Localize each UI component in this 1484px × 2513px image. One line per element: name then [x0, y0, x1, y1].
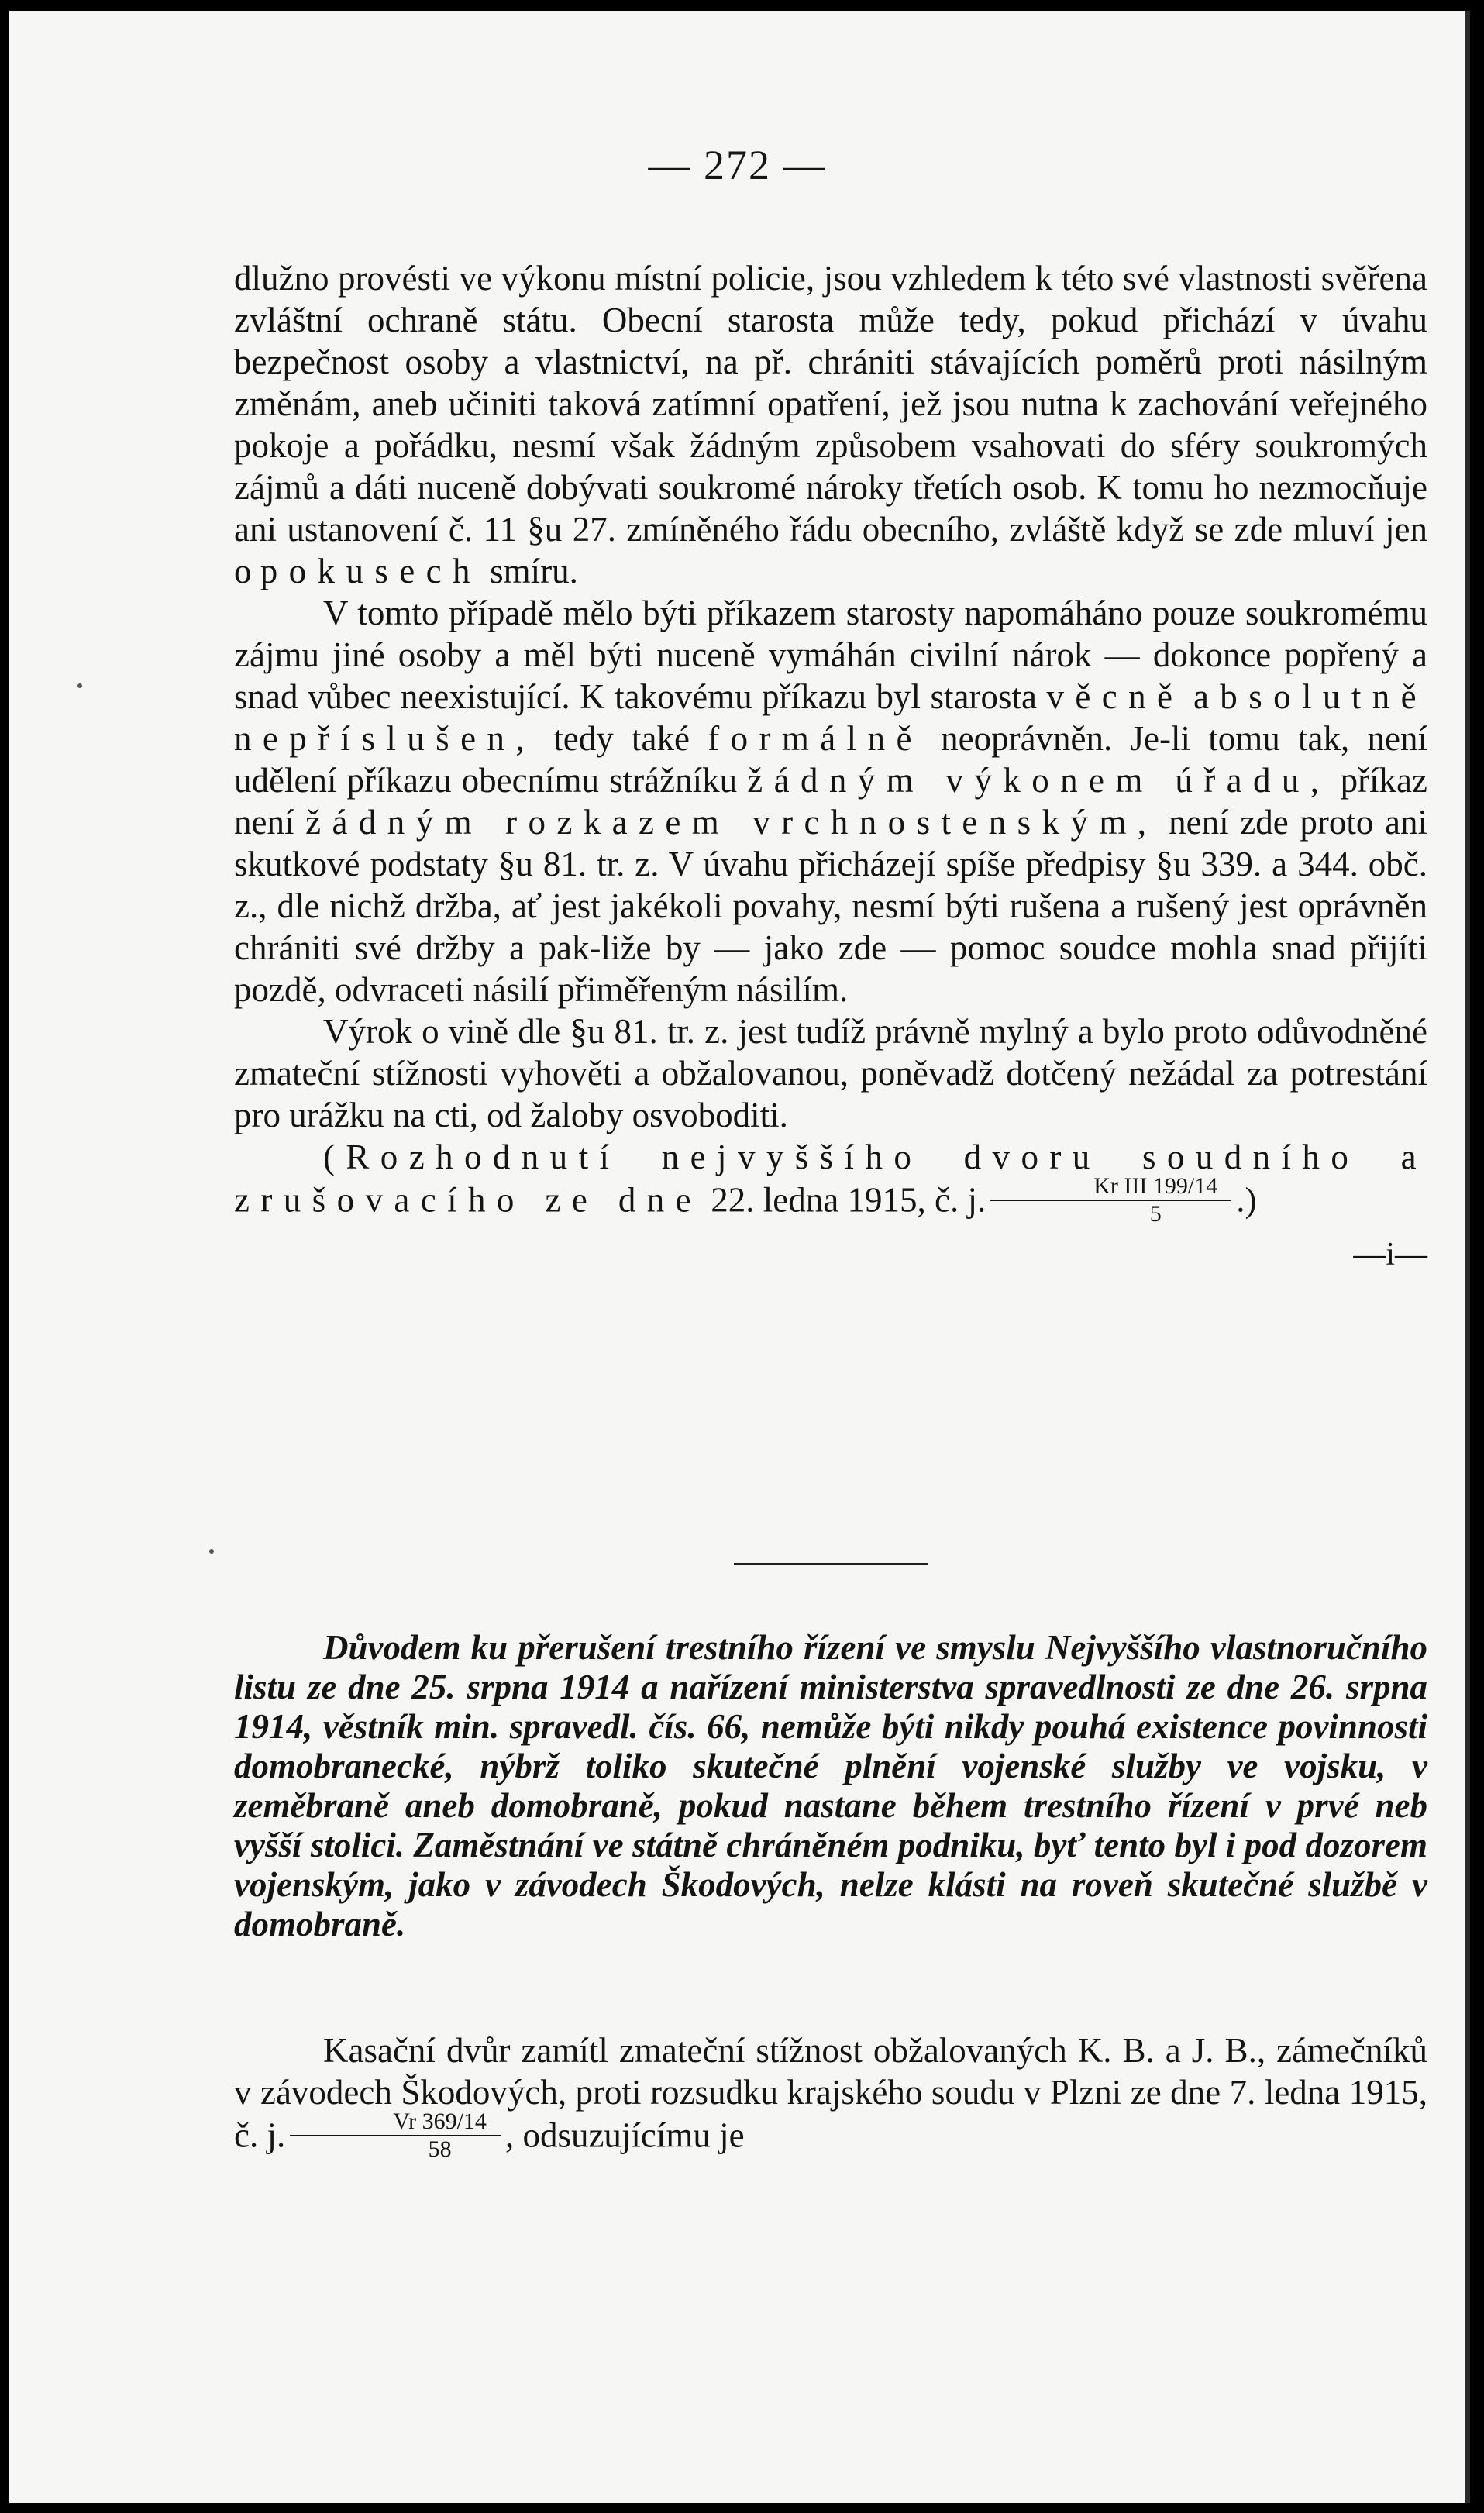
case-number-fraction [290, 2110, 501, 2161]
text: V tomto případě mělo býti příkazem starosty napomáháno pouze soukromému zájmu jiné osoby a měl býti nuceně vymáhán civilní nárok — dokonce popřený a snad vůbec neexistující. K takovému příkazu byl starosta [234, 594, 1427, 716]
headnote-block [234, 1628, 1427, 1944]
text: příkaz není [234, 761, 1427, 842]
paragraph: Výrok o vině dle §u 81. tr. z. jest tudíž právně mylný a bylo proto odůvodněné zmateční stížnosti vyhověti a obžalovanou, poněvadž dotčený nežádal za potrestání pro urážku na cti, od žaloby osvoboditi. [234, 1012, 1427, 1134]
text: není zde proto ani skutkové podstaty §u 81. tr. z. V úvahu přicházejí spíše předpisy §u 339. a 344. obč. z., dle nichž držba, ať jest jakékoli povahy, nesmí býti rušena a rušený jest oprávněn chrániti své držby a pak-liže by — jako zde — pomoc soudce mohla snad přijíti pozdě, odvraceti násilí přiměřeným násilím. [234, 803, 1427, 1009]
text: , odsuzujícímu je [504, 2115, 745, 2155]
text: dlužno provésti ve výkonu místní policie, jsou vzhledem k této své vlastnosti svěřena zvláštní ochraně státu. Obecní starosta může tedy, pokud přichází v úvahu bezpečnost osoby a vlastnictví, na př. chrániti stávajících poměrů proti násilným změnám, aneb učiniti taková zatímní opatření, jež jsou nutna k zachování veřejného pokoje a pořádku, nesmí však žádným způsobem vsahovati do sféry soukromých zájmů a dáti nuceně dobývati soukromé nároky třetích osob. K tomu ho nezmocňuje ani ustanovení č. 11 §u 27. zmíněného řádu obecního, zvláště když se zde mluví jen o [234, 259, 1427, 590]
text: Kasační dvůr zamítl zmateční stížnost obžalovaných K. B. a J. B., zámečníků v závodech Škodových, proti rozsudku krajského soudu v Plzni ze dne 7. ledna 1915, č. j. [234, 2031, 1427, 2155]
spaced-text: nepříslušen, [234, 719, 536, 758]
text: smíru. [490, 552, 578, 590]
fraction-denominator: 5 [1149, 1201, 1162, 1227]
spaced-text: pokusech [260, 552, 481, 590]
section-divider [734, 1563, 928, 1565]
book-page [9, 11, 1470, 2503]
case-number-fraction [990, 1175, 1231, 1226]
text: 22. ledna 1915, č. j. [711, 1180, 986, 1220]
text: tedy také [553, 719, 690, 758]
headnote: Důvodem ku přerušení trestního řízení ve smyslu Nejvyššího vlastnoručního listu ze dne 25. srpna 1914 a nařízení ministerstva spravedlnosti ze dne 26. srpna 1914, věstník min. spravedl. čís. 66, nemůže býti nikdy pouhá existence povinnosti domobranecké, nýbrž toliko skutečné plnění vojenské služby ve vojsku, v zeměbraně aneb domobraně, pokud nastane během trestního řízení v prvé neb vyšší stolici. Zaměstnání ve státně chráněném podniku, byť tento byl i pod dozorem vojenským, jako v závodech Škodových, nelze klásti na roveň skutečné službě v domobraně. [234, 1628, 1427, 1943]
fraction-denominator: 58 [428, 2136, 452, 2162]
author-signature: —i— [1353, 1237, 1427, 1272]
fraction-numerator: Kr III 199/14 [990, 1175, 1231, 1201]
spaced-text: formálně [708, 719, 923, 758]
decision-body [234, 257, 1427, 1275]
text: neoprávněn. Je-li tomu tak, není udělení příkazu obecnímu strážníku [234, 719, 1428, 800]
paragraph [234, 257, 1427, 592]
paragraph [234, 2029, 1427, 2164]
paragraph [234, 592, 1427, 1010]
text: .) [1236, 1180, 1257, 1220]
fraction-numerator: Vr 369/14 [290, 2110, 501, 2136]
spaced-text: žádným rozkazem vrchnostenským, [305, 803, 1158, 842]
page-number: — 272 — [648, 142, 827, 188]
speck [77, 683, 82, 688]
spaced-text: (Rozhodnutí nejvyššího dvoru soudního a zrušovacího ze dne [234, 1138, 1427, 1220]
spaced-text: žádným výkonem úřadu, [747, 761, 1331, 800]
decision-body-2 [234, 2029, 1427, 2164]
spaced-text: věcně [1046, 677, 1184, 716]
spaced-text: absolutně [1193, 677, 1428, 716]
speck [209, 1549, 214, 1554]
citation [234, 1136, 1427, 1229]
